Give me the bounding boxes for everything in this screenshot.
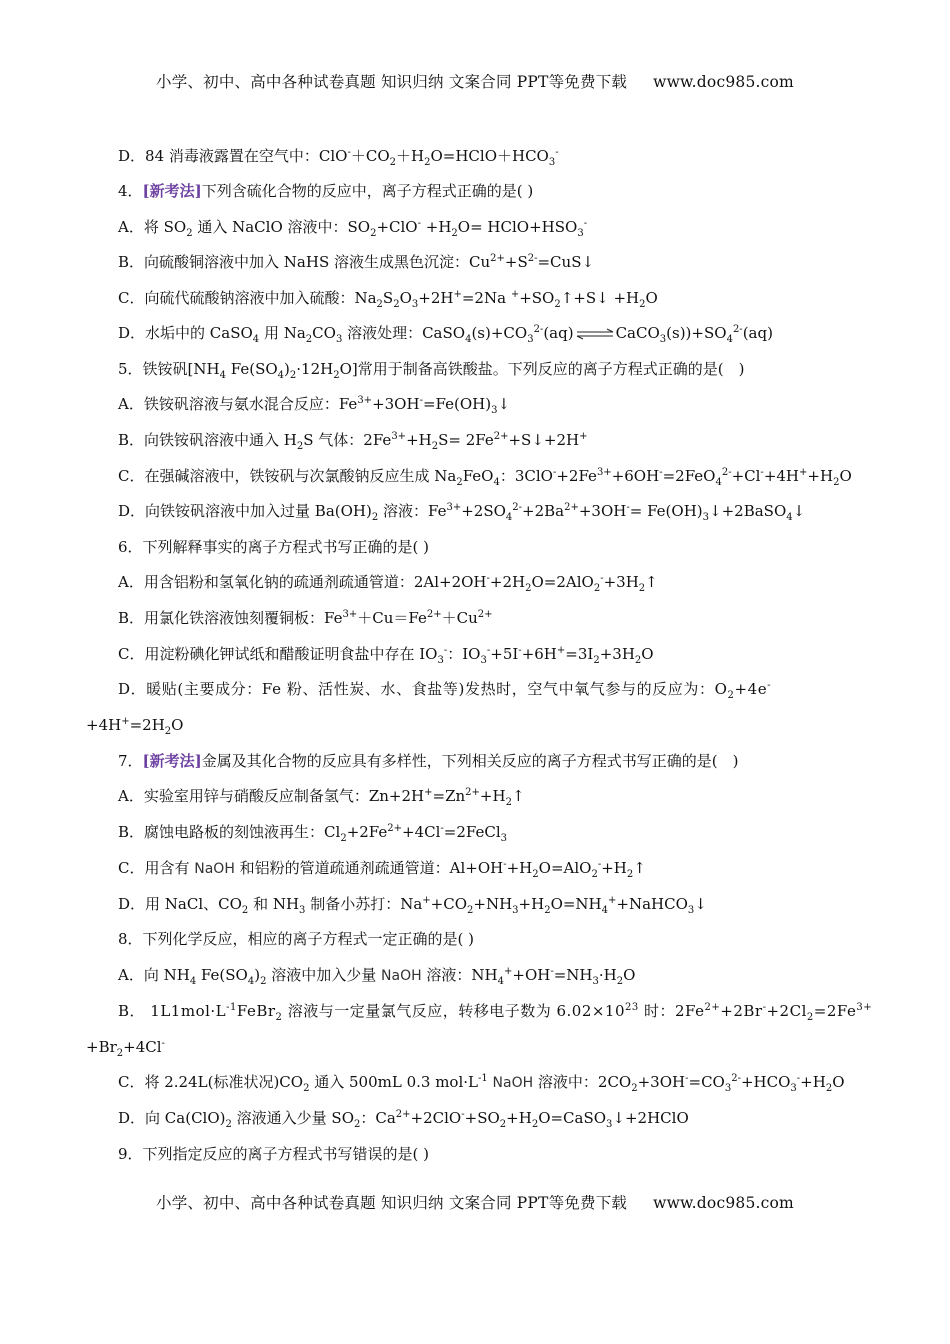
q6-option-b: B．用氯化铁溶液蚀刻覆铜板：$Fe^{3+}+Cu=Fe^{2+}+Cu^{2+}$ [118, 609, 493, 627]
q8-option-a: A．向 $NH_4$ $Fe(SO_4)_2$ 溶液中加入少量 NaOH 溶液：$NH_4^++OH^-=NH_3\cdot H_2O$ [118, 966, 636, 987]
q4-option-b: B．向硫酸铜溶液中加入 NaHS 溶液生成黑色沉淀：$Cu^{2+}+S^{2-}=CuS↓$ [118, 253, 595, 271]
reversible-arrow-icon [576, 328, 614, 340]
q4-stem: 4．[新考法]下列含硫化合物的反应中，离子方程式正确的是( ) [118, 182, 534, 200]
footer-site: www.doc985.com [653, 1194, 794, 1212]
q8-option-c: C．将 2.24L(标准状况)$CO_2$ 通入 500mL 0.3 $mol\cdot L^{-1}$ NaOH 溶液中：$2CO_2+3OH^-=CO_3^{2-}+HCO_3^-+H_2O$ [118, 1073, 845, 1094]
q6-stem: 6．下列解释事实的离子方程式书写正确的是( ) [118, 538, 430, 556]
tag-new-method: [新考法] [142, 752, 202, 770]
q9-stem: 9．下列指定反应的离子方程式书写错误的是( ) [118, 1145, 430, 1163]
q6-option-a: A．用含铝粉和氢氧化钠的疏通剂疏通管道：$2Al+2OH^-+2H_2O=2AlO_2^-+3H_2↑$ [118, 573, 658, 594]
q8-option-b-cont: $+Br_2+4Cl^-$ [86, 1038, 165, 1059]
q4-option-a: A．将 $SO_2$ 通入 NaClO 溶液中：$SO_2+ClO^- +H_2O=$ $HClO+HSO_3^-$ [118, 218, 588, 239]
q6-option-d: D．暖贴(主要成分：Fe 粉、活性炭、水、食盐等)发热时，空气中氧气参与的反应为：$O_2+4e^-$ [118, 680, 772, 701]
q3-option-d: D．84 消毒液露置在空气中：$ClO^-+CO_2+H_2O=HClO+HCO_3^-$ [118, 147, 559, 168]
q7-option-c: C．用含有 NaOH 和铝粉的管道疏通剂疏通管道：$Al+OH^-+H_2O=AlO_2^-+H_2↑$ [118, 859, 646, 880]
q5-option-a: A．铁铵矾溶液与氨水混合反应：$Fe^{3+}+3OH^-=Fe(OH)_3↓$ [118, 395, 511, 416]
footer-text: 小学、初中、高中各种试卷真题 知识归纳 文案合同 PPT等免费下载 [156, 1194, 628, 1212]
q8-option-b: B． $1L1mol\cdot L^{-1}FeBr_2$ 溶液与一定量氯气反应，转移电子数为 $6.02\times 10^{23}$ 时：$2Fe^{2+}+2Br^-+2Cl_2=2Fe^{3+}$ [118, 1002, 873, 1023]
page-footer [0, 1191, 950, 1213]
q5-option-b: B．向铁铵矾溶液中通入 $H_2S$ 气体：$2Fe^{3+}+H_2S=$ $2Fe^{2+}+S↓+2H^+$ [118, 431, 588, 452]
q6-option-c: C．用淀粉碘化钾试纸和醋酸证明食盐中存在 $IO_3^-$：$IO_3^-+5I^-+6H^+=3I_2+3H_2O$ [118, 645, 654, 666]
q7-option-a: A．实验室用锌与硝酸反应制备氢气：$Zn+2H^+=Zn^{2+}+H_2↑$ [118, 787, 525, 808]
q5-option-d: D．向铁铵矾溶液中加入过量 $Ba(OH)_2$ 溶液：$Fe^{3+}+2SO_4^{2-}+2Ba^{2+}+3OH^-=$ $Fe(OH)_3↓+2BaSO_4↓$ [118, 502, 806, 523]
header-text: 小学、初中、高中各种试卷真题 知识归纳 文案合同 PPT等免费下载 [156, 73, 628, 91]
header-site: www.doc985.com [653, 73, 794, 91]
q8-option-d: D．向 $Ca(ClO)_2$ 溶液通入少量 $SO_2$：$Ca^{2+}+2ClO^-+SO_2+H_2O=CaSO_3↓+2HClO$ [118, 1109, 689, 1130]
q4-option-c: C．向硫代硫酸钠溶液中加入硫酸：$Na_2S_2O_3+2H^+=2Na$ $^++SO_2↑+S↓ +H_2O$ [118, 289, 658, 310]
q7-stem: 7．[新考法]金属及其化合物的反应具有多样性，下列相关反应的离子方程式书写正确的是( ) [118, 752, 739, 770]
q8-stem: 8．下列化学反应，相应的离子方程式一定正确的是( ) [118, 930, 475, 948]
q7-option-d: D．用 NaCl、$CO_2$ 和 $NH_3$ 制备小苏打：$Na^++CO_2+NH_3+H_2O=NH_4^++NaHCO_3↓$ [118, 895, 707, 916]
q4-option-d: D．水垢中的 CaSO$_4$ 用 $Na_2CO_3$ 溶液处理：$CaSO_4(s)+CO_3^{2-}(aq)$ $CaCO_3(s))+SO_4^{2-}(aq)$ [118, 324, 773, 345]
page-header [0, 70, 950, 92]
tag-new-method: [新考法] [142, 182, 202, 200]
q5-stem: 5．铁铵矾[$NH_4$ $Fe(SO_4)_2\cdot 12H_2O$]常用于制备高铁酸盐。下列反应的离子方程式正确的是( ) [118, 360, 745, 381]
q7-option-b: B．腐蚀电路板的刻蚀液再生：$Cl_2+2Fe^{2+}+4Cl^-=2FeCl_3$ [118, 823, 508, 844]
q5-option-c: C．在强碱溶液中，铁铵矾与次氯酸钠反应生成 $Na_2FeO_4$：$3ClO^-+2Fe^{3+}+6OH^-=2FeO_4^{2-}+Cl^-+4H^++H_2O$ [118, 467, 852, 488]
q6-option-d-cont: $+4H^+=2H_2O$ [86, 716, 184, 737]
